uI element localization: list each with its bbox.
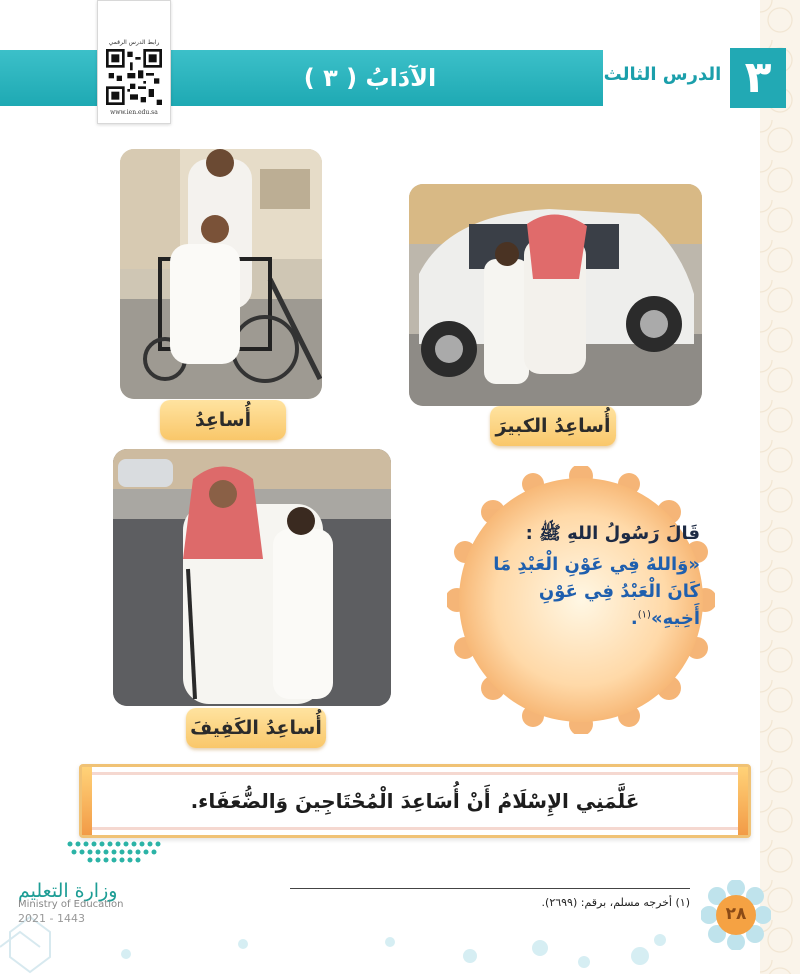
hadith-body: «وَاللهُ فِي عَوْنِ الْعَبْدِ مَا كَانَ الْعَبْدُ فِي عَوْنِ أَخِيهِ»$^{(١)}$.	[493, 554, 700, 629]
hadith-intro: قَالَ رَسُولُ اللهِ ﷺ :	[525, 523, 700, 544]
caption-help-blind: أُساعِدُ الكَفِيفَ	[186, 708, 326, 748]
footnote: (١) أخرجه مسلم، برقم: (٢٦٩٩).	[541, 896, 690, 909]
ministry-name-en: Ministry of Education	[18, 899, 124, 910]
qr-caption: رابط الدرس الرقمي	[108, 39, 160, 46]
lesson-label: الدرس الثالث	[603, 64, 722, 85]
ministry-name-ar: وزارة التعليم	[18, 880, 118, 902]
hadith-footnote-ref[interactable]: (١)	[637, 609, 651, 621]
ministry-dots-logo-icon	[60, 838, 170, 870]
lesson-statement: عَلَّمَنِي الإِسْلَامُ أَنْ أُسَاعِدَ الْمُحْتَاجِينَ وَالضُّعَفَاء.	[190, 789, 640, 813]
qr-code-icon[interactable]	[106, 49, 162, 105]
hadith-text: «وَاللهُ فِي عَوْنِ الْعَبْدِ مَا كَانَ الْعَبْدُ فِي عَوْنِ أَخِيهِ»	[493, 554, 700, 629]
page-number: ٢٨	[725, 904, 747, 924]
qr-code-panel[interactable]	[97, 0, 171, 124]
lesson-statement-box	[79, 764, 751, 838]
photo-elderly-at-car	[409, 184, 702, 406]
footnote-divider	[290, 888, 690, 889]
caption-help-elderly: أُساعِدُ الكبيرَ	[490, 406, 616, 446]
ministry-year: 2021 - 1443	[18, 912, 85, 925]
photo-sick-child	[120, 149, 322, 399]
lesson-number-badge: ٣	[730, 48, 786, 108]
caption-help-sick: أُساعِدُ	[160, 400, 286, 440]
side-decorative-pattern	[760, 0, 800, 974]
hadith-block	[478, 520, 700, 632]
bottom-flower-pattern	[0, 930, 800, 974]
qr-url[interactable]: www.ien.edu.sa	[110, 109, 158, 116]
lesson-title: الآدَابُ ( ٣ )	[303, 64, 437, 92]
photo-blind-man	[113, 449, 391, 706]
